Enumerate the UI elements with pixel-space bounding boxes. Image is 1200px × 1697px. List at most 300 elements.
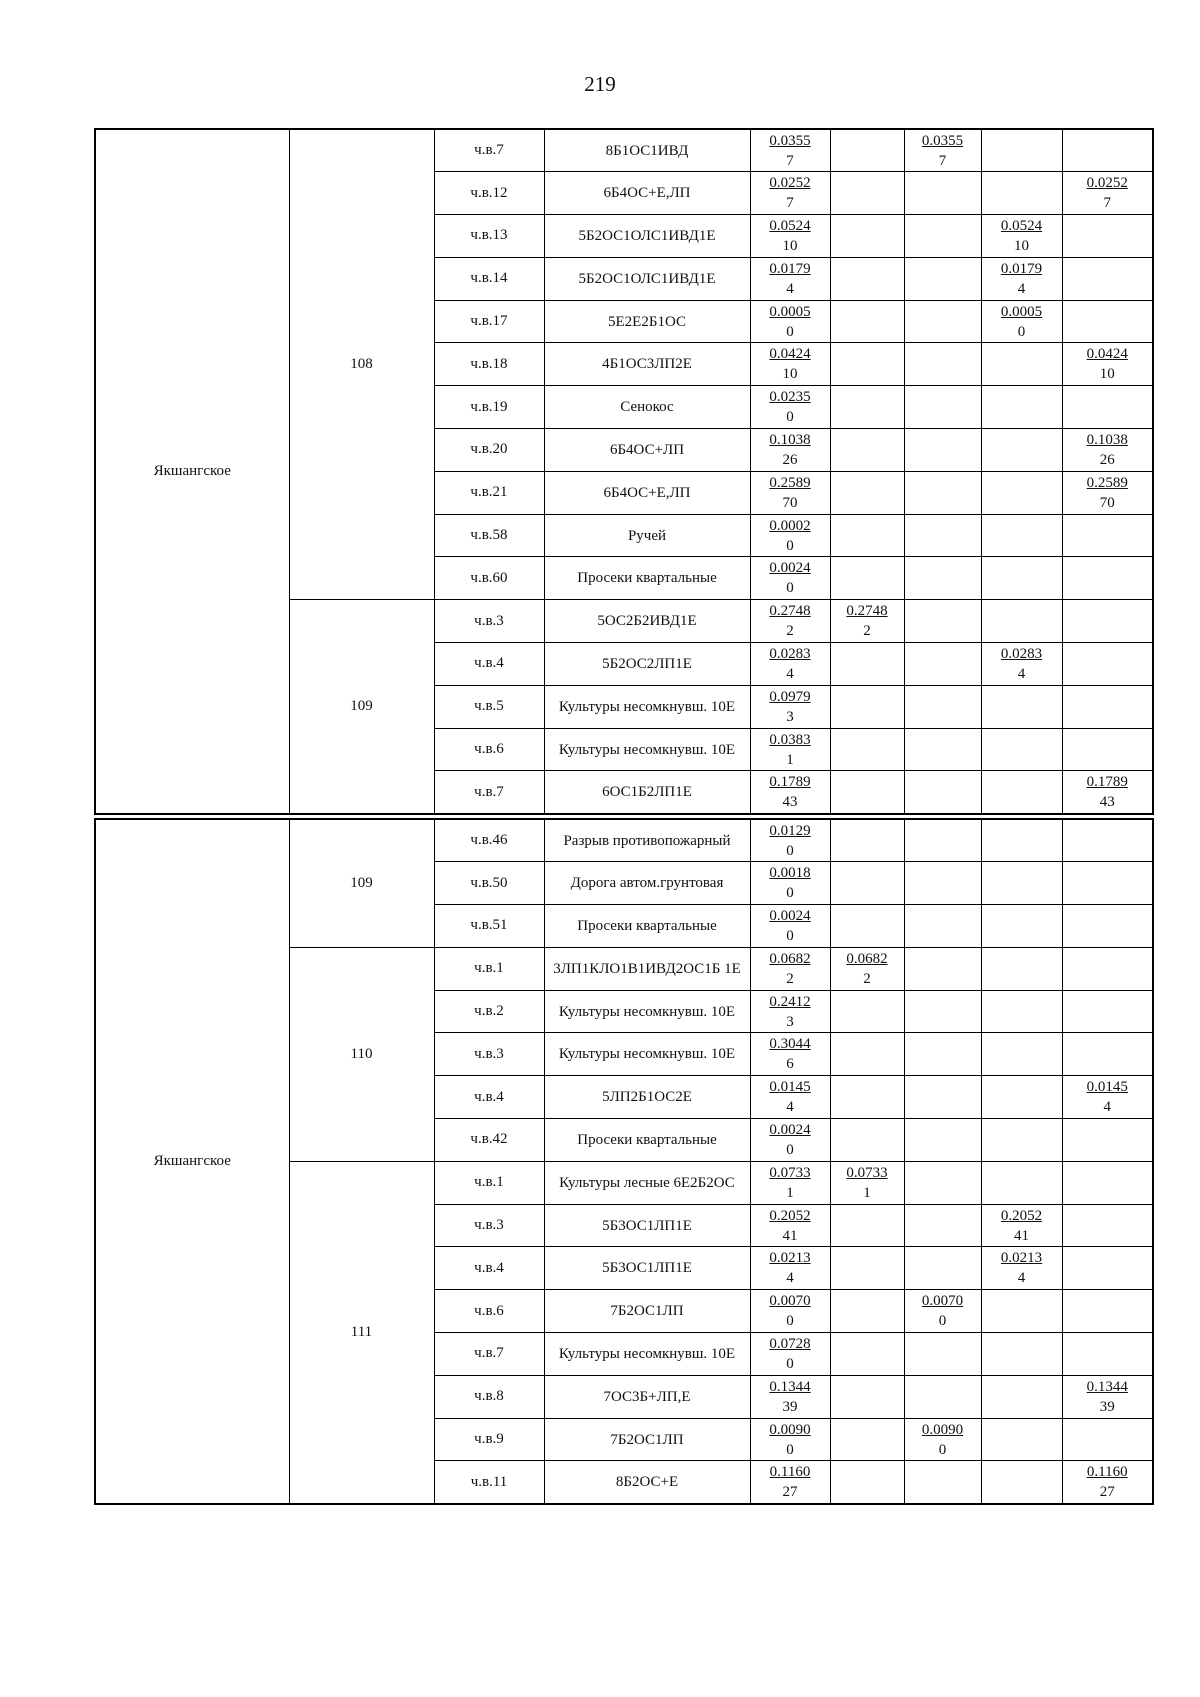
value-cell	[750, 557, 830, 600]
description-cell: Просеки квартальные	[544, 1119, 750, 1162]
description-cell: 5ОС2Б2ИВД1Е	[544, 600, 750, 643]
area-fraction	[769, 687, 810, 727]
value-cell	[830, 1204, 904, 1247]
value-cell	[904, 1418, 981, 1461]
forest-table-1	[94, 128, 1154, 815]
volume-value: 26	[1099, 451, 1115, 468]
area-fraction	[769, 992, 810, 1032]
value-cell	[830, 343, 904, 386]
value-cell	[981, 471, 1062, 514]
value-cell	[830, 1247, 904, 1290]
value-cell	[904, 685, 981, 728]
value-cell	[750, 1375, 830, 1418]
volume-value: 1	[786, 1184, 794, 1201]
volume-value: 6	[786, 1056, 794, 1073]
description-cell: 5Б2ОС2ЛП1Е	[544, 643, 750, 686]
value-cell	[1062, 685, 1153, 728]
value-cell	[750, 514, 830, 557]
value-cell	[750, 471, 830, 514]
area-value: 0.0235	[769, 389, 811, 406]
value-cell	[981, 257, 1062, 300]
volume-value: 43	[782, 794, 798, 811]
area-value: 0.0018	[769, 865, 811, 882]
value-cell	[904, 1161, 981, 1204]
area-fraction	[1087, 173, 1128, 213]
plot-cell: ч.в.60	[434, 557, 544, 600]
value-cell	[750, 728, 830, 771]
area-value: 0.2052	[1000, 1207, 1043, 1224]
area-value: 0.0024	[769, 907, 811, 924]
area-fraction	[769, 473, 810, 513]
value-cell	[904, 215, 981, 258]
value-cell	[830, 1418, 904, 1461]
area-fraction	[922, 1420, 963, 1460]
value-cell	[1062, 1375, 1153, 1418]
forest-table-2	[94, 818, 1154, 1505]
description-cell: 5Б2ОС1ОЛС1ИВД1Е	[544, 257, 750, 300]
value-cell	[1062, 1247, 1153, 1290]
value-cell	[830, 386, 904, 429]
plot-cell: ч.в.50	[434, 862, 544, 905]
area-fraction	[922, 131, 963, 171]
value-cell	[981, 1333, 1062, 1376]
value-cell	[981, 386, 1062, 429]
area-fraction	[769, 949, 810, 989]
volume-value: 4	[786, 1099, 794, 1116]
value-cell	[1062, 728, 1153, 771]
area-fraction	[769, 644, 810, 684]
area-fraction	[1087, 1077, 1128, 1117]
value-cell	[750, 600, 830, 643]
description-cell: 8Б1ОС1ИВД	[544, 129, 750, 172]
value-cell	[981, 862, 1062, 905]
quarter-cell: 108	[289, 129, 434, 600]
plot-cell: ч.в.5	[434, 685, 544, 728]
value-cell	[750, 257, 830, 300]
value-cell	[981, 1375, 1062, 1418]
value-cell	[981, 429, 1062, 472]
value-cell	[750, 1461, 830, 1504]
plot-cell: ч.в.8	[434, 1375, 544, 1418]
value-cell	[981, 514, 1062, 557]
description-cell: Просеки квартальные	[544, 557, 750, 600]
value-cell	[904, 643, 981, 686]
description-cell: Просеки квартальные	[544, 905, 750, 948]
volume-value: 0	[1017, 323, 1026, 340]
value-cell	[830, 947, 904, 990]
value-cell	[1062, 643, 1153, 686]
area-value: 0.1789	[1086, 774, 1128, 791]
value-cell	[1062, 771, 1153, 814]
value-cell	[1062, 257, 1153, 300]
area-fraction	[1087, 772, 1128, 812]
value-cell	[904, 1204, 981, 1247]
volume-value: 4	[1017, 280, 1026, 297]
volume-value: 39	[782, 1398, 798, 1415]
value-cell	[830, 429, 904, 472]
value-cell	[1062, 386, 1153, 429]
value-cell	[981, 1076, 1062, 1119]
value-cell	[750, 1333, 830, 1376]
area-fraction	[769, 1120, 810, 1160]
area-value: 0.0524	[1000, 217, 1043, 234]
value-cell	[830, 1333, 904, 1376]
value-cell	[904, 947, 981, 990]
description-cell: 6Б4ОС+ЛП	[544, 429, 750, 472]
volume-value: 10	[782, 366, 798, 383]
area-value: 0.0179	[769, 260, 811, 277]
value-cell	[1062, 1461, 1153, 1504]
area-value: 0.0252	[1086, 175, 1128, 192]
description-cell: 7Б2ОС1ЛП	[544, 1418, 750, 1461]
plot-cell: ч.в.7	[434, 771, 544, 814]
volume-value: 10	[782, 237, 798, 254]
area-fraction	[1087, 473, 1128, 513]
plot-cell: ч.в.7	[434, 129, 544, 172]
value-cell	[750, 1161, 830, 1204]
plot-cell: ч.в.20	[434, 429, 544, 472]
value-cell	[750, 1204, 830, 1247]
volume-value: 1	[863, 1184, 871, 1201]
area-value: 0.0129	[769, 822, 811, 839]
area-fraction	[1001, 644, 1042, 684]
area-value: 0.0145	[1086, 1079, 1128, 1096]
value-cell	[1062, 471, 1153, 514]
description-cell: Культуры несомкнувш. 10Е	[544, 990, 750, 1033]
value-cell	[904, 1119, 981, 1162]
value-cell	[904, 1076, 981, 1119]
value-cell	[830, 905, 904, 948]
value-cell	[1062, 215, 1153, 258]
table-row	[95, 129, 1153, 172]
value-cell	[830, 514, 904, 557]
volume-value: 2	[786, 623, 794, 640]
volume-value: 0	[938, 1313, 947, 1330]
area-value: 0.0283	[1000, 645, 1043, 662]
volume-value: 0	[786, 580, 794, 597]
value-cell	[1062, 429, 1153, 472]
value-cell	[830, 300, 904, 343]
plot-cell: ч.в.18	[434, 343, 544, 386]
plot-cell: ч.в.4	[434, 1247, 544, 1290]
area-value: 0.0002	[769, 517, 811, 534]
value-cell	[750, 947, 830, 990]
value-cell	[904, 905, 981, 948]
value-cell	[981, 172, 1062, 215]
value-cell	[1062, 600, 1153, 643]
area-value: 0.0682	[846, 950, 888, 967]
volume-value: 2	[863, 970, 871, 987]
value-cell	[904, 1290, 981, 1333]
value-cell	[750, 215, 830, 258]
plot-cell: ч.в.14	[434, 257, 544, 300]
area-fraction	[769, 1206, 810, 1246]
value-cell	[830, 215, 904, 258]
value-cell	[750, 1076, 830, 1119]
area-value: 0.0355	[769, 132, 811, 149]
value-cell	[1062, 1119, 1153, 1162]
value-cell	[904, 172, 981, 215]
value-cell	[830, 990, 904, 1033]
volume-value: 41	[782, 1227, 798, 1244]
area-fraction	[769, 601, 810, 641]
area-fraction	[769, 558, 810, 598]
value-cell	[830, 1290, 904, 1333]
volume-value: 26	[782, 451, 798, 468]
plot-cell: ч.в.3	[434, 1033, 544, 1076]
value-cell	[1062, 947, 1153, 990]
volume-value: 7	[1103, 195, 1111, 212]
plot-cell: ч.в.3	[434, 1204, 544, 1247]
area-value: 0.0682	[769, 950, 811, 967]
description-cell: 6ОС1Б2ЛП1Е	[544, 771, 750, 814]
value-cell	[1062, 905, 1153, 948]
plot-cell: ч.в.13	[434, 215, 544, 258]
value-cell	[981, 728, 1062, 771]
area-fraction	[846, 601, 887, 641]
value-cell	[1062, 1161, 1153, 1204]
description-cell: 6Б4ОС+Е,ЛП	[544, 471, 750, 514]
value-cell	[1062, 1076, 1153, 1119]
area-value: 0.1789	[769, 774, 811, 791]
area-fraction	[769, 302, 810, 342]
area-fraction	[769, 906, 810, 946]
value-cell	[830, 685, 904, 728]
volume-value: 70	[782, 494, 798, 511]
table-row	[95, 819, 1153, 862]
plot-cell: ч.в.4	[434, 1076, 544, 1119]
area-fraction	[769, 1291, 810, 1331]
value-cell	[1062, 1333, 1153, 1376]
value-cell	[1062, 1204, 1153, 1247]
volume-value: 10	[1099, 366, 1115, 383]
value-cell	[981, 1033, 1062, 1076]
value-cell	[750, 862, 830, 905]
quarter-cell: 110	[289, 947, 434, 1161]
value-cell	[904, 1461, 981, 1504]
volume-value: 0	[938, 1441, 947, 1458]
area-fraction	[769, 173, 810, 213]
area-fraction	[1001, 1206, 1042, 1246]
quarter-cell: 109	[289, 600, 434, 814]
value-cell	[981, 129, 1062, 172]
volume-value: 0	[786, 537, 794, 554]
volume-value: 4	[1017, 665, 1026, 682]
volume-value: 41	[1014, 1227, 1029, 1244]
volume-value: 43	[1099, 794, 1115, 811]
description-cell: Культуры несомкнувш. 10Е	[544, 728, 750, 771]
value-cell	[750, 129, 830, 172]
value-cell	[981, 1119, 1062, 1162]
area-fraction	[769, 1248, 810, 1288]
volume-value: 10	[1014, 237, 1029, 254]
value-cell	[981, 905, 1062, 948]
volume-value: 2	[786, 970, 794, 987]
value-cell	[904, 557, 981, 600]
area-fraction	[769, 516, 810, 556]
area-fraction	[769, 1163, 810, 1203]
value-cell	[1062, 819, 1153, 862]
value-cell	[904, 728, 981, 771]
area-fraction	[1001, 216, 1042, 256]
value-cell	[750, 300, 830, 343]
volume-value: 7	[938, 152, 947, 169]
value-cell	[830, 728, 904, 771]
value-cell	[830, 1161, 904, 1204]
value-cell	[904, 257, 981, 300]
plot-cell: ч.в.6	[434, 1290, 544, 1333]
area-value: 0.0979	[769, 688, 811, 705]
area-fraction	[1087, 1377, 1128, 1417]
area-value: 0.0424	[769, 346, 811, 363]
value-cell	[904, 429, 981, 472]
value-cell	[1062, 1418, 1153, 1461]
value-cell	[750, 990, 830, 1033]
value-cell	[981, 600, 1062, 643]
value-cell	[830, 600, 904, 643]
plot-cell: ч.в.1	[434, 1161, 544, 1204]
volume-value: 4	[1017, 1270, 1026, 1287]
value-cell	[981, 300, 1062, 343]
area-value: 0.1160	[769, 1464, 811, 1481]
area-fraction	[1087, 1462, 1128, 1502]
area-value: 0.0070	[921, 1293, 964, 1310]
value-cell	[904, 386, 981, 429]
value-cell	[904, 1033, 981, 1076]
value-cell	[904, 471, 981, 514]
value-cell	[750, 429, 830, 472]
area-value: 0.0524	[769, 217, 811, 234]
description-cell: 8Б2ОС+Е	[544, 1461, 750, 1504]
area-fraction	[769, 344, 810, 384]
description-cell: Культуры несомкнувш. 10Е	[544, 1033, 750, 1076]
plot-cell: ч.в.19	[434, 386, 544, 429]
value-cell	[904, 600, 981, 643]
value-cell	[830, 1375, 904, 1418]
plot-cell: ч.в.1	[434, 947, 544, 990]
area-value: 0.0179	[1000, 260, 1043, 277]
value-cell	[1062, 990, 1153, 1033]
plot-cell: ч.в.51	[434, 905, 544, 948]
description-cell: 7ОС3Б+ЛП,Е	[544, 1375, 750, 1418]
value-cell	[981, 990, 1062, 1033]
volume-value: 0	[786, 1313, 794, 1330]
area-value: 0.0383	[769, 731, 811, 748]
value-cell	[830, 643, 904, 686]
value-cell	[750, 1290, 830, 1333]
area-fraction	[769, 863, 810, 903]
value-cell	[750, 905, 830, 948]
area-fraction	[769, 131, 810, 171]
area-value: 0.0213	[1000, 1250, 1043, 1267]
description-cell: 5Б3ОС1ЛП1Е	[544, 1247, 750, 1290]
area-value: 0.1160	[1086, 1464, 1128, 1481]
value-cell	[1062, 343, 1153, 386]
plot-cell: ч.в.17	[434, 300, 544, 343]
value-cell	[981, 215, 1062, 258]
value-cell	[750, 771, 830, 814]
value-cell	[750, 386, 830, 429]
plot-cell: ч.в.2	[434, 990, 544, 1033]
volume-value: 39	[1099, 1398, 1115, 1415]
value-cell	[981, 947, 1062, 990]
plot-cell: ч.в.4	[434, 643, 544, 686]
area-fraction	[769, 730, 810, 770]
volume-value: 27	[1099, 1484, 1115, 1501]
value-cell	[830, 1461, 904, 1504]
plot-cell: ч.в.21	[434, 471, 544, 514]
area-fraction	[1001, 259, 1042, 299]
description-cell: 3ЛП1КЛО1В1ИВД2ОС1Б 1Е	[544, 947, 750, 990]
plot-cell: ч.в.6	[434, 728, 544, 771]
volume-value: 0	[786, 842, 794, 859]
volume-value: 4	[1103, 1099, 1111, 1116]
plot-cell: ч.в.9	[434, 1418, 544, 1461]
area-value: 0.0090	[921, 1421, 964, 1438]
area-fraction	[769, 772, 810, 812]
area-value: 0.2052	[769, 1207, 811, 1224]
area-fraction	[1087, 344, 1128, 384]
description-cell: 7Б2ОС1ЛП	[544, 1290, 750, 1333]
value-cell	[750, 643, 830, 686]
volume-value: 70	[1099, 494, 1115, 511]
value-cell	[830, 862, 904, 905]
area-value: 0.1344	[1086, 1378, 1128, 1395]
area-value: 0.0005	[1000, 303, 1043, 320]
value-cell	[1062, 1033, 1153, 1076]
description-cell: 5ЛП2Б1ОС2Е	[544, 1076, 750, 1119]
volume-value: 3	[786, 1013, 794, 1030]
volume-value: 0	[786, 1141, 794, 1158]
quarter-cell: 109	[289, 819, 434, 947]
value-cell	[981, 819, 1062, 862]
area-fraction	[769, 1420, 810, 1460]
value-cell	[981, 1161, 1062, 1204]
area-value: 0.2412	[769, 993, 811, 1010]
value-cell	[904, 514, 981, 557]
area-fraction	[1001, 1248, 1042, 1288]
value-cell	[981, 1418, 1062, 1461]
value-cell	[981, 557, 1062, 600]
area-value: 0.0213	[769, 1250, 811, 1267]
area-fraction	[769, 216, 810, 256]
value-cell	[981, 643, 1062, 686]
area-value: 0.3044	[769, 1036, 811, 1053]
area-value: 0.0005	[769, 303, 811, 320]
area-fraction	[846, 949, 887, 989]
area-fraction	[1001, 302, 1042, 342]
description-cell: 4Б1ОС3ЛП2Е	[544, 343, 750, 386]
value-cell	[904, 343, 981, 386]
value-cell	[904, 771, 981, 814]
plot-cell: ч.в.7	[434, 1333, 544, 1376]
area-fraction	[769, 387, 810, 427]
area-value: 0.0733	[769, 1164, 811, 1181]
area-value: 0.1038	[1086, 431, 1128, 448]
area-value: 0.1038	[769, 431, 811, 448]
value-cell	[981, 685, 1062, 728]
description-cell: Сенокос	[544, 386, 750, 429]
plot-cell: ч.в.11	[434, 1461, 544, 1504]
area-value: 0.0283	[769, 645, 811, 662]
area-fraction	[769, 259, 810, 299]
description-cell: 5Б2ОС1ОЛС1ИВД1Е	[544, 215, 750, 258]
description-cell: Дорога автом.грунтовая	[544, 862, 750, 905]
area-value: 0.0728	[769, 1335, 811, 1352]
description-cell: Культуры лесные 6Е2Б2ОС	[544, 1161, 750, 1204]
area-value: 0.0070	[769, 1293, 811, 1310]
area-value: 0.2589	[1086, 474, 1128, 491]
